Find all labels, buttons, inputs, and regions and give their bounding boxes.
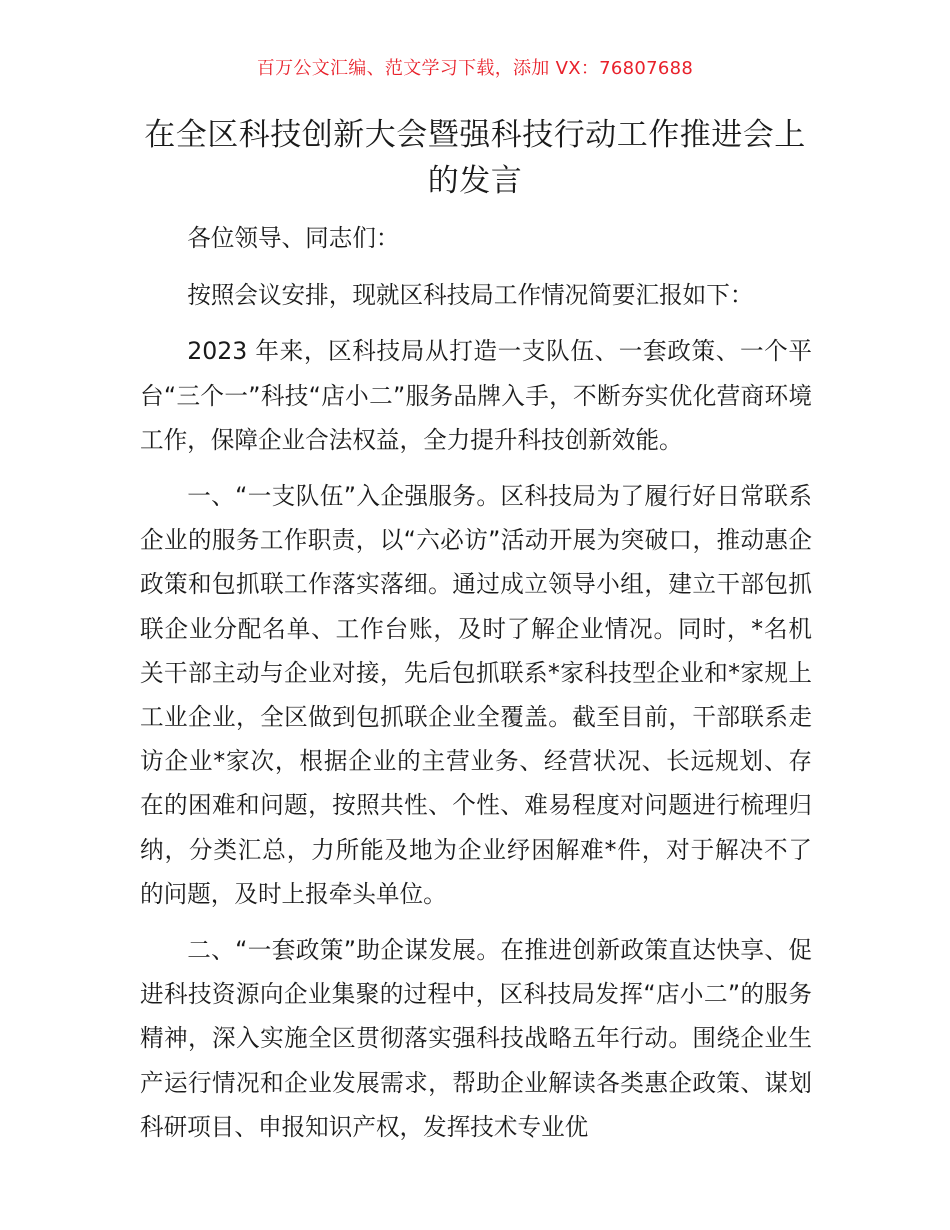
section-one-paragraph: 一、“一支队伍”入企强服务。区科技局为了履行好日常联系企业的服务工作职责，以“六必访”活动开展为突破口，推动惠企政策和包抓联工作落实落细。通过成立领导小组，建立干部包抓联企业分配名单、工作台账，及时了解企业情况。同时，*名机关干部主动与企业对接，先后包抓联系*家科技型企业和*家规上工业企业，全区做到包抓联企业全覆盖。截至目前，干部联系走访企业*家次，根据企业的主营业务、经营状况、长远规划、存在的困难和问题，按照共性、个性、难易程度对问题进行梳理归纳，分类汇总，力所能及地为企业纾困解难*件，对于解决不了的问题，及时上报牵头单位。 [140,482,812,908]
section-two-paragraph: 二、“一套政策”助企谋发展。在推进创新政策直达快享、促进科技资源向企业集聚的过程中，区科技局发挥“店小二”的服务精神，深入实施全区贯彻落实强科技战略五年行动。围绕企业生产运行情况和企业发展需求，帮助企业解读各类惠企政策、谋划科研项目、申报知识产权，发挥技术专业优 [140,936,812,1141]
document-title: 在全区科技创新大会暨强科技行动工作推进会上的发言 [144,117,806,199]
document-body [140,216,812,1161]
salutation-paragraph: 各位领导、同志们： [187,224,400,252]
header-banner: 百万公文汇编、范文学习下载，添加 VX：76807688 [256,58,694,79]
intro-paragraph: 按照会议安排，现就区科技局工作情况简要汇报如下： [187,281,754,310]
overview-paragraph: 2023 年来，区科技局从打造一支队伍、一套政策、一个平台“三个一”科技“店小二”服务品牌入手，不断夯实优化营商环境工作，保障企业合法权益，全力提升科技创新效能。 [140,337,812,454]
